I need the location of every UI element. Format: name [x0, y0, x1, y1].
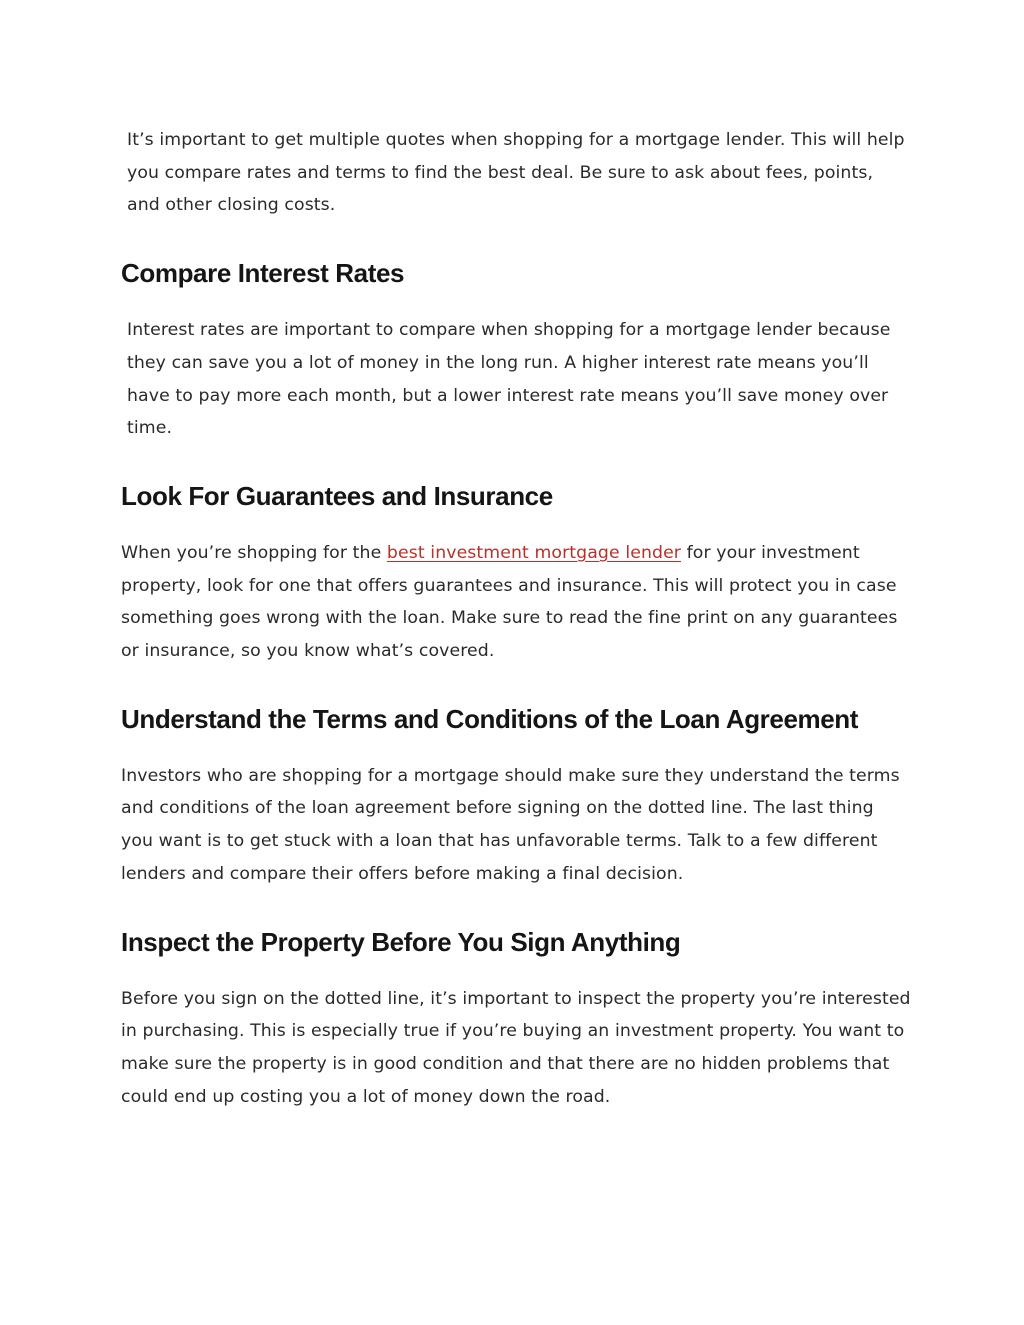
heading-compare-interest-rates: Compare Interest Rates: [121, 258, 405, 289]
intro-paragraph: It’s important to get multiple quotes when shopping for a mortgage lender. This will help you compare rates and terms to find the best deal. Be sure to ask about fees, points, and other closing costs.: [127, 130, 905, 216]
best-investment-mortgage-lender-link[interactable]: best investment mortgage lender: [386, 542, 682, 563]
paragraph-compare-interest-rates: Interest rates are important to compare when shopping for a mortgage lender because they can save you a lot of money in the long run. A higher interest rate means you’ll have to pay more each month, but a lower interest rate means you’ll save money over time.: [127, 320, 891, 439]
document-page: [121, 124, 911, 1147]
paragraph-guarantees-insurance: [121, 537, 911, 668]
heading-guarantees-insurance: Look For Guarantees and Insurance: [121, 480, 553, 511]
heading-inspect-property: Inspect the Property Before You Sign Anything: [121, 926, 681, 957]
paragraph-text-before-link: When you’re shopping for the: [121, 542, 387, 563]
paragraph-terms-conditions: Investors who are shopping for a mortgage should make sure they understand the terms and conditions of the loan agreement before signing on the dotted line. The last thing you want is to get stuck with a loan that has unfavorable terms. Talk to a few different lenders and compare their offers before making a final decision.: [121, 765, 900, 884]
heading-terms-conditions: Understand the Terms and Conditions of the Loan Agreement: [121, 703, 859, 734]
paragraph-inspect-property: Before you sign on the dotted line, it’s important to inspect the property you’re interested in purchasing. This is especially true if you’re buying an investment property. You want to make sure the property is in good condition and that there are no hidden problems that could end up costing you a lot of money down the road.: [121, 988, 911, 1107]
paragraph-text-after-link: for your investment property, look for one that offers guarantees and insurance. This will protect you in case something goes wrong with the loan. Make sure to read the fine print on any guarantees or insurance, so you know what’s covered.: [121, 542, 898, 662]
